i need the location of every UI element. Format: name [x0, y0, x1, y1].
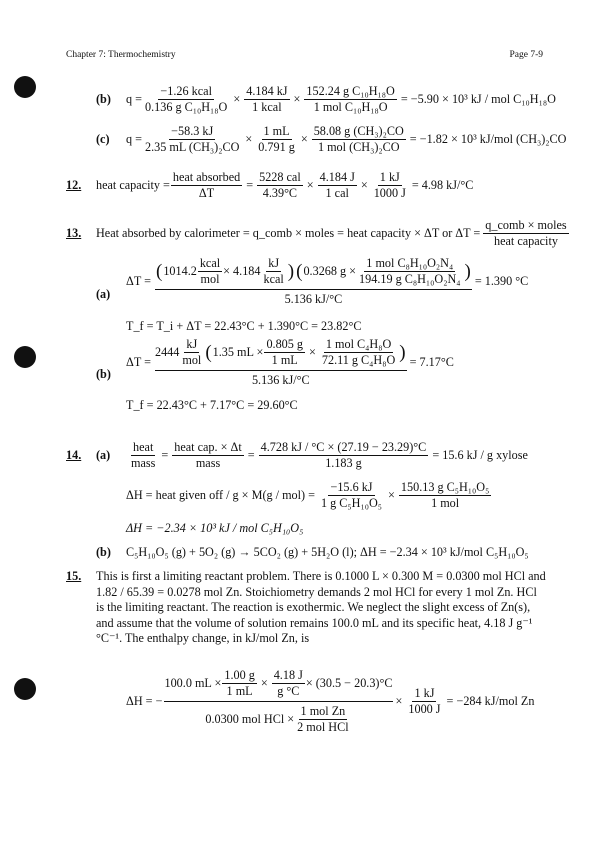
fraction: $\frac{\text{5228 cal}}{4.39^\circ C}$: [259, 170, 301, 200]
final-temperature: T_f = T_i + ΔT = 22.43°C + 1.390°C = 23.82°C: [126, 319, 362, 333]
chapter-header: Chapter 7: Thermochemistry: [66, 50, 176, 60]
fraction: $\frac{1 mL}{0.791 g}$: [258, 124, 295, 154]
result: = −284 kJ/mol Zn: [446, 694, 535, 708]
reaction-equation: C₅H₁₀O₅ (g) + 5O₂ (g) → 5CO₂ (g) + 5H₂O (l); ΔH = −2.34 × 10³ kJ/mol C₅H₁₀O₅: [126, 545, 529, 559]
result: = −5.90 × 10³ kJ / mol C₁₀H₁₈O: [400, 92, 556, 106]
eq-14b: [96, 545, 529, 560]
problem-number: 15.: [66, 569, 82, 583]
fraction: $\frac{\text{heat absorbed}}{\Delta T}$: [172, 170, 241, 200]
intro-text: Heat absorbed by calorimeter = q_comb × moles = heat capacity × ΔT or ΔT =: [96, 226, 481, 240]
denominator: 5.136 kJ/°C: [251, 373, 310, 387]
lhs: q =: [126, 132, 143, 146]
compound-fraction: 2444 $\frac{kJ}{\text{mol}}$ ( 1.35 mL × $\frac{0.805 g}{1 mL}$ × $\frac{\text{1 mol C₄H₈O}}{\text{72.11 g C₄H₈O}}$ ) 5.136 kJ/°C: [154, 337, 406, 387]
part-label: (c): [96, 132, 110, 146]
result: = −1.82 × 10³ kJ/mol (CH₃)₂CO: [409, 132, 567, 146]
fraction: $\frac{1 kJ}{1000 J}$: [408, 686, 441, 716]
fraction: $\frac{4.728 kJ / ^\circ C \times (27.19 - 23.29)^\circ C}{1.183 g}$: [260, 440, 427, 470]
compound-fraction: ( 1014.2 $\frac{\text{kcal}}{\text{mol}}$ × 4.184 $\frac{kJ}{\text{kcal}}$ ) ( 0.3268 g × $\frac{\text{1 mol C₈H₁₀O₂N₄}}{\text{194.19 g C₈H₁₀O₂N₄}}$ ) 5.136 kJ/°C: [155, 256, 471, 306]
paragraph-15: This is first a limiting reactant problem. There is 0.1000 L × 0.300 M = 0.0300 mol HCl and 1.82 / 65.39 = 0.0278 mol Zn. Stoichiometry demands 2 mol HCl for every 1 mol Zn. HCl is the limiting reactant. The reaction is exothermic. We neglect the slight excess of Zn(s), and assume that the volume of solution remains 100.0 mL and its specific heat, 4.18 J g⁻¹ °C⁻¹. The enthalpy change, in kJ/mol Zn, is: [96, 569, 546, 646]
eq-14a-enthalpy: ΔH = heat given off / g × M(g / mol) = $\frac{-15.6 kJ}{\text{1 g C₅H₁₀O₅}}$ × $\frac{\text{150.13 g C₅H₁₀O₅}}{\text{1 mol}}$: [126, 480, 490, 510]
fraction: $\frac{\text{heat cap. × Δt}}{\text{mass}}$: [174, 440, 242, 470]
fraction: $\frac{\text{150.13 g C₅H₁₀O₅}}{\text{1 mol}}$: [400, 480, 490, 510]
fraction: $\frac{\text{152.24 g C₁₀H₁₈O}}{\text{1 mol C₁₀H₁₈O}}$: [306, 84, 395, 114]
eq-11c: (c) q = $\frac{-58.3 kJ}{\text{2.35 mL (CH₃)₂CO}}$ × $\frac{1 mL}{0.791 g}$ × $\frac{\text{58.08 g (CH₃)₂CO}}{\text{1 mol (CH₃)₂CO}}$ = −1.82 × 10³ kJ/mol (CH₃)₂CO: [96, 124, 567, 154]
binder-hole-3: [14, 678, 36, 700]
eq-13b: [126, 337, 454, 388]
lhs: ΔH = −: [126, 694, 163, 708]
page-number: Page 7-9: [509, 50, 543, 60]
problem-number: 13.: [66, 226, 82, 240]
binder-hole-1: [14, 76, 36, 98]
fraction: $\frac{4.184 kJ}{\text{1 kcal}}$: [246, 84, 288, 114]
lhs: ΔT =: [126, 355, 151, 369]
part-label: (a): [96, 287, 111, 301]
part-label: (a): [96, 448, 111, 462]
eq-12: 12. heat capacity = $\frac{\text{heat absorbed}}{\Delta T}$ = $\frac{\text{5228 cal}}{4.39^\circ C}$ × $\frac{4.184 J}{\text{1 cal}}$ × $\frac{1 kJ}{1000 J}$ = 4.98 kJ/°C: [66, 170, 474, 200]
fraction: $\frac{\text{q\_comb × moles}}{\text{heat capacity}}$: [485, 218, 567, 248]
lhs: heat capacity =: [96, 178, 170, 192]
denominator: 5.136 kJ/°C: [284, 292, 343, 306]
fraction: $\frac{\text{−1.26 kcal}}{\text{0.136 g C₁₀H₁₈O}}$: [145, 84, 228, 114]
result: = 4.98 kJ/°C: [411, 178, 474, 192]
result: = 1.390 °C: [474, 274, 529, 288]
fraction: $\frac{-58.3 kJ}{\text{2.35 mL (CH₃)₂CO}}$: [145, 124, 240, 154]
lhs: ΔH = heat given off / g × M(g / mol) =: [126, 488, 316, 502]
lhs: q =: [126, 92, 143, 106]
binder-hole-2: [14, 346, 36, 368]
problem-number: 14.: [66, 448, 82, 462]
result: = 7.17°C: [409, 355, 454, 369]
part-label: (b): [96, 367, 111, 381]
fraction: $\frac{-15.6 kJ}{\text{1 g C₅H₁₀O₅}}$: [321, 480, 383, 510]
compound-fraction: 100.0 mL × $\frac{1.00 g}{1 mL}$ × $\frac{4.18 J}{g ^\circ C}$ × (30.5 − 20.3)°C 0.0300 mol HCl × $\frac{\text{1 mol Zn}}{\text{2 mol HCl}}$: [164, 668, 393, 734]
eq-14a: 14. (a) $\frac{\text{heat}}{\text{mass}}$ = $\frac{\text{heat cap. × Δt}}{\text{mass}}$ = $\frac{4.728 kJ / ^\circ C \times (27.19 - 23.29)^\circ C}{1.183 g}$ = 15.6 kJ / g xylose: [66, 440, 528, 470]
fraction: $\frac{\text{58.08 g (CH₃)₂CO}}{\text{1 mol (CH₃)₂CO}}$: [313, 124, 404, 154]
eq-13a: [126, 256, 528, 307]
result: = 15.6 kJ / g xylose: [432, 448, 528, 462]
problem-number: 12.: [66, 178, 82, 192]
fraction: $\frac{\text{heat}}{\text{mass}}$: [131, 440, 156, 470]
eq-11b: (b) q = $\frac{\text{−1.26 kcal}}{\text{0.136 g C₁₀H₁₈O}}$ × $\frac{4.184 kJ}{\text{1 kcal}}$ × $\frac{\text{152.24 g C₁₀H₁₈O}}{\text{1 mol C₁₀H₁₈O}}$ = −5.90 × 10³ kJ / mol C₁₀H₁₈O: [96, 84, 556, 114]
eq-15: ΔH = − 100.0 mL × $\frac{1.00 g}{1 mL}$ × $\frac{4.18 J}{g ^\circ C}$ × (30.5 − 20.3)°C 0.0300 mol HCl × $\frac{\text{1 mol Zn}}{\text{2 mol HCl}}$ × $\frac{1 kJ}{1000 J}$ = −284 kJ/mol Zn: [126, 668, 535, 734]
lhs: ΔT =: [126, 274, 151, 288]
enthalpy-result: ΔH = −2.34 × 10³ kJ / mol C₅H₁₀O₅: [126, 521, 304, 535]
part-label: (b): [96, 545, 111, 559]
fraction: $\frac{4.184 J}{\text{1 cal}}$: [319, 170, 355, 200]
part-label: (b): [96, 92, 111, 106]
final-temperature: T_f = 22.43°C + 7.17°C = 29.60°C: [126, 398, 298, 412]
fraction: $\frac{1 kJ}{1000 J}$: [373, 170, 406, 200]
eq-13-intro: [66, 218, 570, 249]
